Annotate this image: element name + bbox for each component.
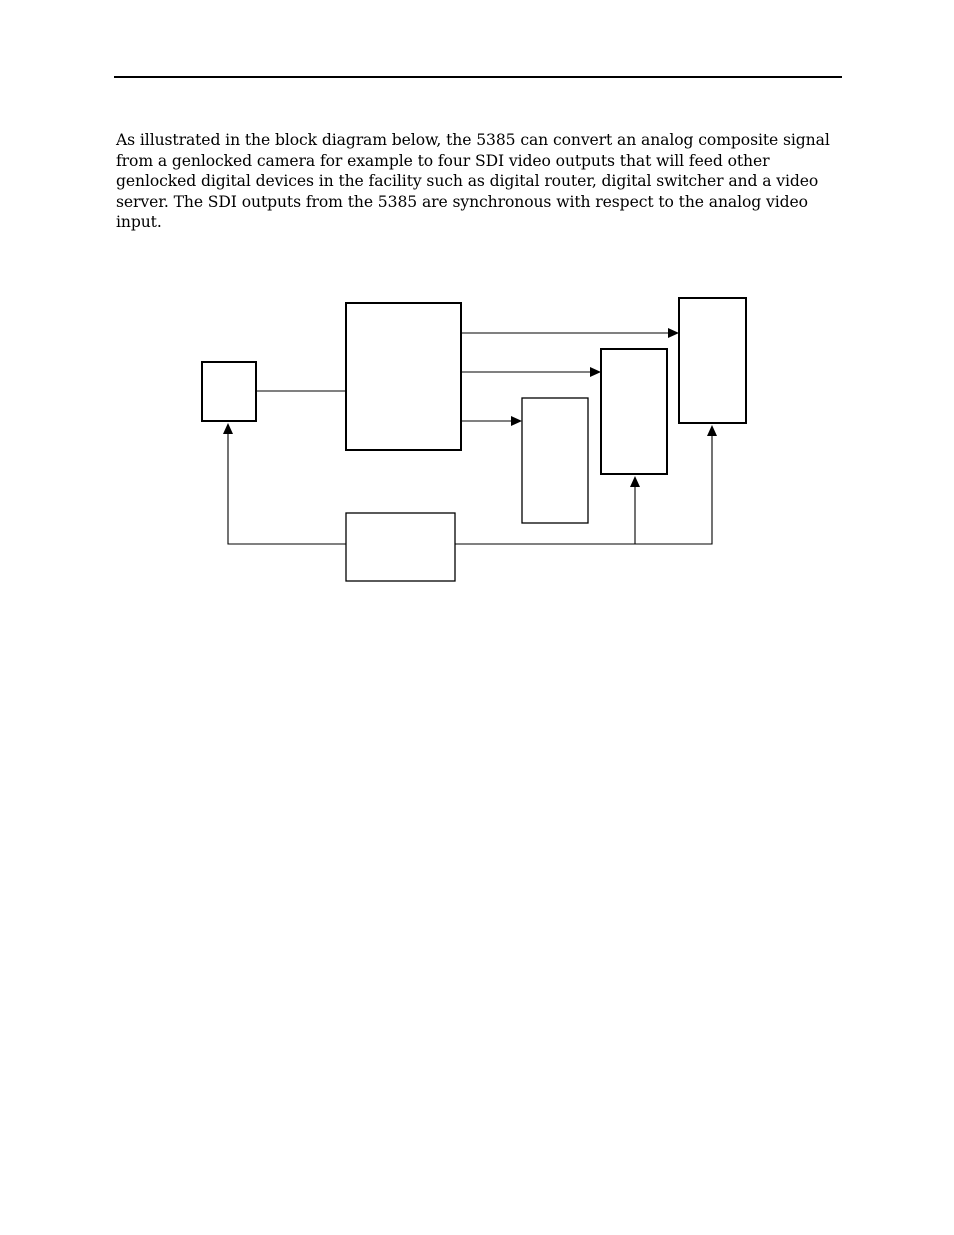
intro-paragraph: As illustrated in the block diagram below, the 5385 can convert an analog composite signal from a genlocked camera for example to four SDI video outputs that will feed other genlocked digital devices in the facility such as digital router, digital switcher and a video server. The SDI outputs from the 5385 are synchronous with respect to the analog video input.	[116, 131, 830, 232]
header-rule	[114, 76, 842, 78]
reference-arrow-camera	[223, 423, 233, 434]
sdi-output-arrow-3	[511, 416, 522, 426]
sync-generator-block	[346, 513, 455, 581]
reference-arrow-router	[707, 425, 717, 436]
sdi-output-arrow-1	[668, 328, 679, 338]
converter-5385-block	[346, 303, 461, 450]
digital-switcher-block	[601, 349, 667, 474]
camera-block	[202, 362, 256, 421]
digital-router-block	[679, 298, 746, 423]
video-server-block	[522, 398, 588, 523]
reference-line-router	[455, 434, 712, 544]
reference-arrow-switcher	[630, 476, 640, 487]
sdi-output-arrow-2	[590, 367, 601, 377]
reference-line-camera	[228, 432, 346, 544]
